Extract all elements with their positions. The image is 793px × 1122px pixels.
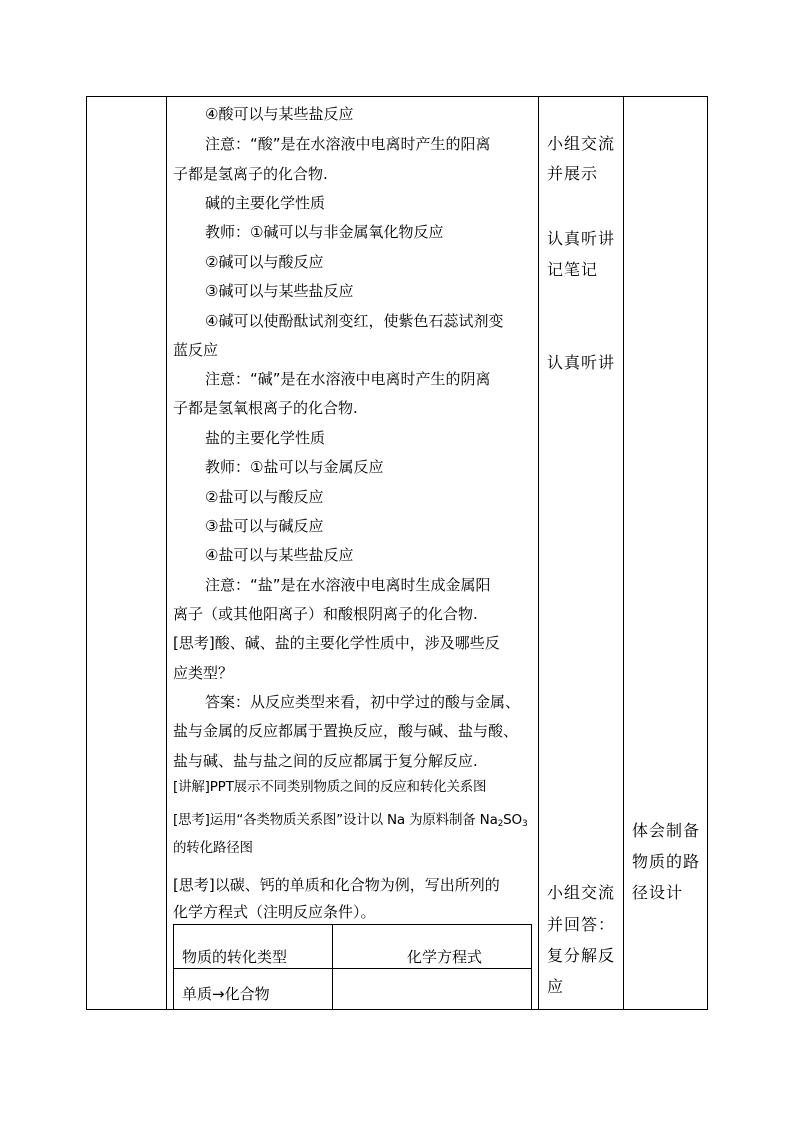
reaction-table [173, 924, 532, 1010]
text-line: [思考]酸、碱、盐的主要化学性质中，涉及哪些反 [173, 634, 500, 652]
activity-text: 复分解反 [547, 946, 616, 965]
text-line: 离子（或其他阳离子）和酸根阴离子的化合物. [173, 605, 478, 623]
table-row-divider [174, 968, 531, 969]
text-line: [讲解]PPT展示不同类别物质之间的反应和转化关系图 [173, 779, 487, 795]
column-divider-3 [623, 96, 624, 1010]
activity-text: 认真听讲 [547, 353, 616, 372]
table-column-divider [332, 925, 333, 1010]
text-line: ④酸可以与某些盐反应 [205, 105, 354, 123]
text-line: 盐与金属的反应都属于置换反应，酸与碱、盐与酸、 [173, 722, 519, 740]
design-text: 体会制备 [632, 821, 701, 840]
text-line: 子都是氢离子的化合物. [173, 165, 328, 183]
text-segment: [思考]运用“各类物质关系图”设计以 Na 为原料制备 Na [173, 812, 498, 828]
table-cell: 单质→化合物 [182, 985, 270, 1003]
table-header-cell: 物质的转化类型 [182, 948, 288, 966]
text-line [173, 810, 528, 834]
activity-text: 应 [547, 977, 565, 996]
section-heading: 盐的主要化学性质 [205, 429, 326, 447]
text-line: 注意：“酸”是在水溶液中电离时产生的阳离 [205, 135, 491, 153]
activity-text: 并展示 [547, 164, 599, 183]
design-text: 径设计 [632, 883, 684, 902]
text-line: 应类型？ [173, 664, 234, 682]
text-line: 教师：①碱可以与非金属氧化物反应 [205, 223, 444, 241]
design-text: 物质的路 [632, 852, 701, 871]
text-line: 盐与碱、盐与盐之间的反应都属于复分解反应. [173, 752, 478, 770]
text-line: 化学方程式（注明反应条件）。 [173, 903, 376, 921]
text-line: ②盐可以与酸反应 [205, 488, 324, 506]
column-divider-1 [166, 96, 167, 1010]
text-line: ④碱可以使酚酞试剂变红，使紫色石蕊试剂变 [205, 312, 504, 330]
section-heading: 碱的主要化学性质 [205, 194, 326, 212]
text-line: 答案：从反应类型来看，初中学过的酸与金属、 [205, 693, 521, 711]
text-segment: SO [503, 812, 522, 828]
text-line: 子都是氢氧根离子的化合物. [173, 399, 358, 417]
text-line: 教师：①盐可以与金属反应 [205, 458, 384, 476]
activity-text: 小组交流 [547, 883, 616, 902]
activity-text: 认真听讲 [547, 229, 616, 248]
activity-text: 并回答： [547, 915, 616, 934]
text-line: 注意：“碱”是在水溶液中电离时产生的阴离 [205, 370, 491, 388]
activity-text: 记笔记 [547, 260, 599, 279]
text-line: ③盐可以与碱反应 [205, 517, 324, 535]
text-line: 的转化路径图 [173, 840, 253, 856]
subscript: 3 [521, 819, 528, 829]
text-line: 注意：“盐”是在水溶液中电离时生成金属阳 [205, 576, 491, 594]
column-divider-2 [538, 96, 539, 1010]
text-line: [思考]以碳、钙的单质和化合物为例，写出所列的 [173, 876, 500, 894]
table-header-cell: 化学方程式 [407, 948, 483, 966]
activity-text: 小组交流 [547, 134, 616, 153]
text-line: ②碱可以与酸反应 [205, 253, 324, 271]
subscript: 2 [497, 819, 504, 829]
text-line: 蓝反应 [173, 341, 219, 359]
text-line: ③碱可以与某些盐反应 [205, 282, 354, 300]
text-line: ④盐可以与某些盐反应 [205, 546, 354, 564]
